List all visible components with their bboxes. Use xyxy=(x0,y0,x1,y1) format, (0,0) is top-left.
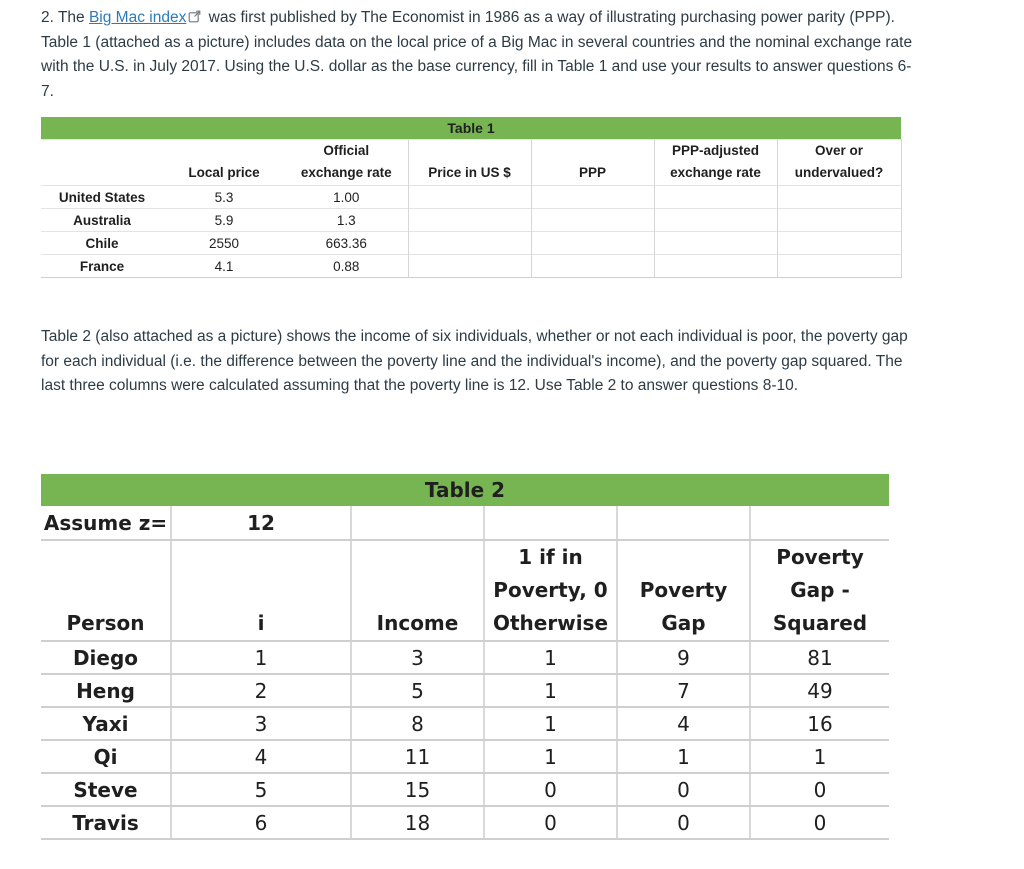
table-cell: 0 xyxy=(484,806,617,839)
person-name: Steve xyxy=(41,773,171,806)
header-line xyxy=(532,140,654,162)
person-name: Diego xyxy=(41,641,171,674)
header-line: PPP xyxy=(578,165,606,180)
table-cell: 1 xyxy=(484,641,617,674)
table-cell: 5.9 xyxy=(163,209,285,232)
header-line: Income xyxy=(376,611,459,635)
table-2-header-cell xyxy=(750,540,889,641)
table-cell: 16 xyxy=(750,707,889,740)
table-2 xyxy=(41,474,889,840)
header-line xyxy=(41,541,170,574)
table-row xyxy=(41,740,889,773)
header-line: Over or xyxy=(815,143,864,158)
header-line xyxy=(41,140,163,162)
blank-answer-cell xyxy=(654,209,777,232)
table-1-header-cell xyxy=(777,140,901,186)
table-cell: 11 xyxy=(351,740,484,773)
blank-answer-cell xyxy=(408,255,531,278)
table-cell: 5 xyxy=(351,674,484,707)
table-cell: 81 xyxy=(750,641,889,674)
table-cell: 5 xyxy=(171,773,351,806)
header-line xyxy=(409,140,531,162)
table-1-header-cell xyxy=(531,140,654,186)
blank-answer-cell xyxy=(654,232,777,255)
table-2-title: Table 2 xyxy=(41,474,889,506)
table-row xyxy=(41,232,901,255)
table-2-header-cell xyxy=(171,540,351,641)
blank-answer-cell xyxy=(654,186,777,209)
blank-answer-cell xyxy=(408,186,531,209)
table-cell: 3 xyxy=(351,641,484,674)
header-line xyxy=(172,574,350,607)
header-line xyxy=(352,574,483,607)
header-line: Poverty, 0 xyxy=(493,578,608,602)
header-line xyxy=(41,162,163,184)
table-2-empty-cell xyxy=(617,506,750,540)
table-row xyxy=(41,674,889,707)
header-line: i xyxy=(257,611,265,635)
table-cell: 18 xyxy=(351,806,484,839)
table-1-header-cell xyxy=(41,140,163,186)
country-name: France xyxy=(41,255,163,278)
header-line xyxy=(618,541,749,574)
table-cell: 1 xyxy=(750,740,889,773)
table-cell: 1 xyxy=(484,707,617,740)
table-cell: 7 xyxy=(617,674,750,707)
table-row xyxy=(41,186,901,209)
table-cell: 8 xyxy=(351,707,484,740)
table-1-header-cell xyxy=(654,140,777,186)
table-cell: 0 xyxy=(750,806,889,839)
table-cell: 1 xyxy=(617,740,750,773)
table-1-header-cell xyxy=(408,140,531,186)
header-line xyxy=(172,541,350,574)
table-cell: 1 xyxy=(484,674,617,707)
blank-answer-cell xyxy=(654,255,777,278)
header-line: Poverty xyxy=(639,578,728,602)
country-name: Australia xyxy=(41,209,163,232)
header-line: Squared xyxy=(772,611,868,635)
country-name: United States xyxy=(41,186,163,209)
table-row xyxy=(41,209,901,232)
table-cell: 0 xyxy=(617,806,750,839)
person-name: Travis xyxy=(41,806,171,839)
table-2-header-cell xyxy=(41,540,171,641)
table-cell: 663.36 xyxy=(285,232,408,255)
header-line: Person xyxy=(66,611,145,635)
header-line: PPP-adjusted xyxy=(671,143,760,158)
table-1 xyxy=(41,117,902,278)
table-2-header-cell xyxy=(351,540,484,641)
table-row xyxy=(41,806,889,839)
person-name: Qi xyxy=(41,740,171,773)
table-cell: 3 xyxy=(171,707,351,740)
header-line: exchange rate xyxy=(670,165,761,180)
table-2-description: Table 2 (also attached as a picture) shows the income of six individuals, whether or not each individual is poor, the poverty gap for each individual (i.e. the difference between the poverty line and the individual's income), and the poverty gap squared. The last three columns were calculated assuming that the poverty line is 12. Use Table 2 to answer questions 8-10. xyxy=(41,328,908,394)
table-2-header-cell xyxy=(617,540,750,641)
assume-z-label: Assume z= xyxy=(41,506,171,540)
table-cell: 1 xyxy=(484,740,617,773)
table-cell: 6 xyxy=(171,806,351,839)
header-line: undervalued? xyxy=(794,165,884,180)
big-mac-index-link[interactable]: Big Mac index xyxy=(88,9,187,26)
table-cell: 5.3 xyxy=(163,186,285,209)
blank-answer-cell xyxy=(531,209,654,232)
blank-answer-cell xyxy=(408,209,531,232)
header-line xyxy=(41,574,170,607)
header-line xyxy=(163,140,285,162)
blank-answer-cell xyxy=(777,232,901,255)
blank-answer-cell xyxy=(777,255,901,278)
header-line: 1 if in xyxy=(518,545,583,569)
blank-answer-cell xyxy=(531,232,654,255)
question-intro xyxy=(41,6,921,104)
blank-answer-cell xyxy=(777,209,901,232)
external-link-icon[interactable] xyxy=(188,10,201,23)
intro-body: was first published by The Economist in 1986 as a way of illustrating purchasing power parity (PPP). Table 1 (attached as a picture) includes data on the local price of a Big Mac in several countries and the nominal exchange rate with the U.S. in July 2017. Using the U.S. dollar as the base currency, fill in Table 1 and use your results to answer questions 6-7. xyxy=(41,9,913,100)
header-line: Official xyxy=(323,143,370,158)
blank-answer-cell xyxy=(531,255,654,278)
header-line: Price in US $ xyxy=(428,165,511,180)
table-cell: 1.00 xyxy=(285,186,408,209)
header-line: Gap xyxy=(661,611,706,635)
table-cell: 0 xyxy=(617,773,750,806)
table-cell: 9 xyxy=(617,641,750,674)
assume-z-value: 12 xyxy=(171,506,351,540)
table-cell: 1.3 xyxy=(285,209,408,232)
header-line: Otherwise xyxy=(492,611,609,635)
table-cell: 0 xyxy=(484,773,617,806)
table-cell: 4 xyxy=(171,740,351,773)
table-row xyxy=(41,707,889,740)
table-cell: 4 xyxy=(617,707,750,740)
table-cell: 4.1 xyxy=(163,255,285,278)
table-cell: 0.88 xyxy=(285,255,408,278)
header-line xyxy=(352,541,483,574)
intro-prefix: 2. The xyxy=(41,9,89,26)
table-1-header-cell xyxy=(285,140,408,186)
blank-answer-cell xyxy=(408,232,531,255)
person-name: Heng xyxy=(41,674,171,707)
table-row xyxy=(41,773,889,806)
header-line: Local price xyxy=(188,165,260,180)
table-2-empty-cell xyxy=(750,506,889,540)
country-name: Chile xyxy=(41,232,163,255)
table-1-header-cell xyxy=(163,140,285,186)
table-cell: 2 xyxy=(171,674,351,707)
table-row xyxy=(41,641,889,674)
table-cell: 0 xyxy=(750,773,889,806)
table-row xyxy=(41,255,901,278)
table-cell: 2550 xyxy=(163,232,285,255)
person-name: Yaxi xyxy=(41,707,171,740)
header-line: Gap - xyxy=(790,578,850,602)
table-cell: 49 xyxy=(750,674,889,707)
blank-answer-cell xyxy=(777,186,901,209)
table-2-header-cell xyxy=(484,540,617,641)
header-line: Poverty xyxy=(776,545,864,569)
table-2-empty-cell xyxy=(484,506,617,540)
table-cell: 15 xyxy=(351,773,484,806)
blank-answer-cell xyxy=(531,186,654,209)
table-cell: 1 xyxy=(171,641,351,674)
header-line: exchange rate xyxy=(300,165,392,180)
table-1-title: Table 1 xyxy=(41,117,901,140)
table-2-empty-cell xyxy=(351,506,484,540)
